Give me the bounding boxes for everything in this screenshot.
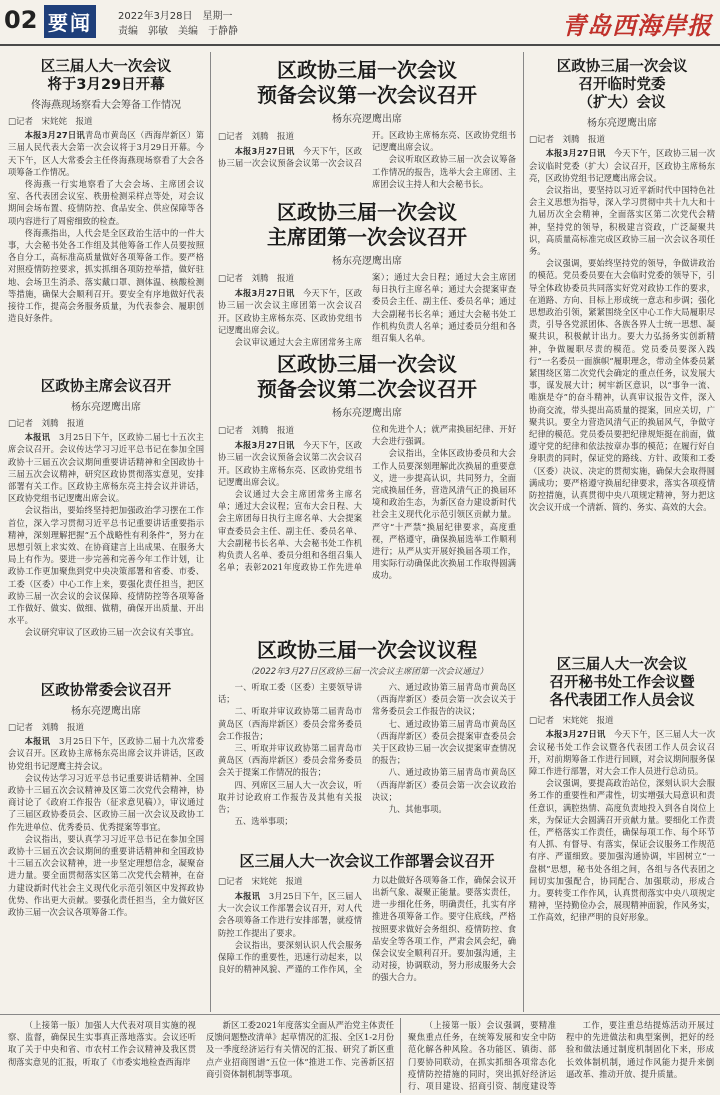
article-title: 区政协三届一次会议议程 (257, 638, 477, 662)
paragraph: 新区工委2021年度落实全面从严治党主体责任反馈问题整改清单》起草情况的汇报、全区1-2月份及一季度经济运行有关情况的汇报、研究了新区重点产业招商图谱“五位一体”推进工作、完善新区招商引资体制机制等事项。 (206, 1020, 394, 1079)
paragraph: 加强人大代表对项目实施的视察、监督，确保民生实事真正落地落实。会议还听取了关于中央和省、市农村工作会议精神及我区贯彻落实意见的汇报，听取了《市委实地检查西海岸 (8, 1020, 196, 1067)
article-byline: □记者 宋姹姹 报道 (529, 716, 614, 727)
article-title: 区政协常委会议召开 (40, 683, 172, 699)
lead: 本报讯 (24, 736, 51, 747)
article-secretariat-meeting (529, 656, 715, 1012)
article-title: 主席团第一次会议召开 (267, 225, 467, 249)
article-npc-opening (8, 58, 204, 373)
article-subtitle: 杨东亮逻鹰出席 (71, 706, 141, 718)
lead: 本报讯 (234, 890, 261, 901)
article-note: （2022年3月27日区政协三届一次会议主席团第一次会议通过） (246, 667, 488, 677)
article-cppcc-chair-meeting (8, 378, 204, 678)
paragraph: 佟海燕指出，人代会是全区政治生活中的一件大事，大会秘书处各工作组及其他筹备工作人员要按照各自分工，高标准高质量做好各项筹备工作。要严格对照疫情防控要求，抓实抓细各项防控举措，做好驻地、会场卫生消杀、落实戴口罩、测体温、核酸检测等措施，确保大会顺利召开。要安全有序地做好代表接待工作，提高会务服务质量，为代表参会、履职创造良好条件。 (8, 227, 204, 324)
agenda-item: 一、听取工委（区委）主要领导讲话； (218, 682, 362, 705)
article-title: 预备会议第一次会议召开 (257, 83, 477, 107)
paragraph: 今天下午，区政协三届一次会议主席团第一次会议召开。区政协主席杨东亮、区政协党组书记逻鹰出席会议。 (218, 288, 362, 335)
lead: 本报讯 (24, 432, 51, 443)
paragraph: 青岛市黄岛区（西海岸新区）第三届人民代表大会第一次会议将于3月29日开幕。今天下午，区人大常委会主任佟海燕现场察看了大会各项筹备工作情况。 (8, 130, 204, 177)
article-title: 各代表团工作人员会议 (549, 693, 695, 710)
lead: 本报3月27日讯 (234, 440, 295, 451)
article-byline: □记者 宋姹姹 报道 (8, 117, 93, 128)
paragraph: 会议指出，要坚持以习近平新时代中国特色社会主义思想为指导，深入学习贯彻中共十九大和十九届历次全会精神，全面落实区第二次党代会精神，坚持党的领导，积极建言资政，广泛凝聚共识，高质量高标准完成区政协三届一次会议各项任务。 (529, 184, 715, 256)
article-byline: □记者 刘腾 报道 (218, 274, 295, 284)
article-title: 区政协三届一次会议 (277, 200, 457, 224)
article-subtitle: 杨东亮逻鹰出席 (332, 256, 402, 267)
lead: 本报3月27日讯 (545, 148, 606, 159)
article-title: 召开临时党委 (578, 77, 666, 94)
article-title: 区三届人大一次会议 (40, 59, 172, 75)
agenda-item: 八、通过政协第三届青岛市黄岛区（西海岸新区）委员会第一次会议政治决议； (372, 767, 516, 802)
paragraph: 今天下午，区政协三届一次会议临时党委（扩大）会议召开，区政协主席杨东亮，区政协党组书记逻鹰出席会议。 (529, 148, 715, 183)
article-byline: □记者 刘腾 报道 (529, 135, 606, 146)
bottom-divider (0, 1014, 720, 1015)
continued-from-label: （上接第一版） (24, 1020, 85, 1030)
article-cppcc-standing-meeting (8, 682, 204, 1012)
article-subtitle: 杨东亮逻鹰出席 (587, 118, 657, 130)
paragraph: 会议指出，要始终坚持把加强政治学习摆在工作首位，深入学习贯彻习近平总书记重要讲话重要指示精神，深刻理解把握“五个战略性有利条件”，努力在思想引领上求实效、在协商建言上出成果、在服务大局上有作为。要进一步完善和完善今年工作计划，让政协工作更加聚焦到党中央决策部署和省委、市委、工委（区委）中心工作上来，要强化责任担当，把区政协三届一次会议的会议保障、疫情防控等各项筹备工作做好、做实、做细、做精，确保开出质量、开出水平。 (8, 505, 204, 626)
article-byline: □记者 刘腾 报道 (8, 419, 85, 430)
lead: 本报3月27日讯 (234, 146, 295, 157)
paragraph: 工作，要注重总结提炼活动开展过程中的先进做法和典型案例，把好的经验和做法通过制度机制固化下来，形成长效体制机制，通过作风能力提升来倒逼改革、推动开放、提升质量。 (566, 1020, 714, 1079)
article-agenda (218, 638, 516, 848)
lead: 本报3月27日讯 (24, 130, 85, 141)
paragraph: 3月25日下午，区政协二届七十五次主席会议召开。会议传达学习习近平总书记在参加全国政协十三届五次会议期间重要讲话精神和全国政协十三届五次会议精神，研究区政协贯彻落实意见，安排部署有关工作。区政协主席杨东亮主持会议并讲话，区政协党组书记逻鹰出席会议。 (8, 432, 204, 504)
column-divider (523, 52, 524, 1012)
agenda-item: 四、列席区三届人大一次会议，听取并讨论政府工作报告及其他有关报告； (218, 779, 362, 815)
article-title: 区政协三届一次会议 (277, 58, 457, 82)
agenda-item: 五、选举事项； (234, 816, 293, 827)
article-byline: □记者 刘腾 报道 (218, 132, 295, 142)
continued-from-label: （上接第一版） (424, 1020, 487, 1030)
paragraph: 3月25日下午，区政协二届十九次常委会议召开。区政协主席杨东亮出席会议并讲话，区政协党组书记逻鹰主持会议。 (8, 736, 204, 771)
article-byline: □记者 宋姹姹 报道 (218, 876, 303, 887)
article-subtitle: 佟海燕现场察看大会筹备工作情况 (31, 100, 181, 112)
article-byline: □记者 刘腾 报道 (218, 426, 295, 436)
agenda-item: 六、通过政协第三届青岛市黄岛区（西海岸新区）委员会第一次会议关于常务委员会工作报告的决议； (372, 682, 516, 717)
article-subtitle: 杨东亮逻鹰出席 (332, 114, 402, 125)
paragraph: 会议传达学习习近平总书记重要讲话精神、全国政协十三届五次会议精神及区第二次党代会精神，协商讨论了《政府工作报告（征求意见稿）》，审议通过了三届区政协委员会、区政协三届一次会议及政协工作先进单位、优秀委员、优秀提案等事宜。 (8, 772, 204, 832)
paragraph: 今天下午，区三届人大一次会议秘书处工作会议暨各代表团工作人员会议召开，对前期筹备工作进行回顾，对会议期间服务保障工作进行部署，对大会工作人员进行总动员。 (529, 729, 715, 776)
article-subtitle: 杨东亮逻鹰出席 (71, 402, 141, 414)
article-title: 预备会议第二次会议召开 (257, 377, 477, 401)
paragraph: 今天下午，区政协三届一次会议预备会议第二次会议召开。区政协主席杨东亮、区政协党组书记逻鹰出席会议。 (218, 440, 362, 487)
agenda-item: 七、通过政协第三届青岛市黄岛区（西海岸新区）委员会提案审查委员会关于区政协三届一次会议提案审查情况的报告； (372, 718, 516, 766)
column-divider (400, 1018, 401, 1093)
page-header (0, 0, 720, 46)
article-preparatory-meeting-1 (218, 58, 516, 196)
column-divider (210, 52, 211, 1012)
article-title: 区政协三届一次会议 (556, 59, 688, 75)
continuation-left (8, 1019, 394, 1093)
article-title: 区政协三届一次会议 (277, 352, 457, 376)
page-number: 02 (4, 6, 38, 34)
article-title: （扩大）会议 (578, 95, 666, 112)
article-title: 区政协主席会议召开 (40, 379, 172, 395)
article-preparatory-meeting-2 (218, 352, 516, 630)
agenda-item: 三、听取并审议政协第二届青岛市黄岛区（西海岸新区）委员会常务委员会关于提案工作情况的报告； (218, 743, 362, 778)
paragraph: 会议强调，要始终坚持党的领导，争做讲政治的模范。党员委员要在大会临时党委的领导下，引导全体政协委员共同落实好党对政协工作的要求，在道路、方向、目标上形成统一意志和步调；强化思想政治引领，紧紧围绕全区中心工作大局履职尽责，引导各党派团体、各族各界人士统一思想、凝聚共识，积极献计出力。要大力弘扬务实创新精神，争做履职尽责的模范。党员委员要深入践行“一名委员一面旗帜”履职理念，带动全体委员紧紧围绕区第二次党代会确定的重点任务，议发展大事，谋发展大计；树牢新区意识，以“事争一流、唯旗是夺”的奋斗精神，认真审议报告文件，深入协商交流，带头提出高质量的提案，回应关切，广聚共识。要全力营造风清气正的换届风气，争做守纪律的模范。党员委员要把纪律规矩挺在前面，做遵守党的纪律和依法按章办事的模范；在履行好自身职责的同时，保证党的路线、方针、政策和工委（区委）决议、决定的贯彻实施，确保大会取得圆满成功；要严格遵守换届纪律要求，落实各项疫情防控措施，认真贯彻中央八项规定精神，努力把这次会议开成一个清新、简约、务实、高效的大会。 (529, 258, 715, 513)
continuation-right (408, 1019, 714, 1093)
lead: 本报3月27日讯 (545, 729, 606, 740)
paragraph: 会议指出，要深刻认识人代会服务保障工作的重要性，迅速行动起来，以良好的精神风貌、严谨的工作作风，全力以赴做好各项筹备工作，确保会议开出新气象、凝聚正能量。要落实责任，进一步细化任务，明确责任，扎实有序推进各项筹备工作。要守住底线，严格按照要求做好会务组织、疫情防控、食品安全等各项工作，严肃会风会纪，确保会议安全顺利召开。要加强沟通，主动对接，协调联动，努力形成服务大会的强大合力。 (218, 874, 516, 983)
agenda-item: 二、听取并审议政协第二届青岛市黄岛区（西海岸新区）委员会常务委员会工作报告； (218, 706, 362, 741)
article-presidium-meeting (218, 200, 516, 348)
editors-line: 责编 郭敏 美编 于静静 (118, 26, 238, 37)
paragraph: 会议听取区政协三届一次会议筹备工作情况的报告，选举大会主席团、主席团会议主持人和大会秘书长。 (372, 154, 516, 189)
paragraph: 会议通过大会主席团常务主席名单；通过大会议程；宣布大会日程、大会主席团每日执行主席名单、大会提案审查委员会主任、副主任、委员名单、大会副秘书长名单、大会秘书处工作机构负责人名单、委员分组和各组召集人名单；表彰2021年度政协工作先进单位和先进个人；就严肃换届纪律、开好大会进行强调。 (218, 424, 516, 573)
article-title: 区三届人大一次会议工作部署会议召开 (239, 852, 495, 870)
paragraph: 会议强调，要提高政治站位，深刻认识大会服务工作的重要性和严肃性，切实增强大局意识和责任意识，满腔热情、高度负责地投入到各自岗位上来，为保证大会圆满召开贡献力量。要细化工作责任，严格落实工作责任，确保每项工作、每个环节有人抓、有督导、有落实，保证会议服务工作规范有序、严谨细致。要加强沟通协调，牢固树立“一盘棋”思想，秘书处各组之间，各组与各代表团之间切实加强配合，协同配合、加强联动，形成合力。要转变工作作风，认真贯彻落实中央八项规定精神，坚持勤俭办会，展现精神面貌，作风务实，工作高效，纪律严明的良好形象。 (529, 778, 715, 923)
date-line: 2022年3月28日 星期一 (118, 11, 233, 22)
article-byline: □记者 刘腾 报道 (8, 723, 85, 734)
article-npc-work-deployment (218, 852, 516, 1012)
paragraph: 会议指出，要认真学习习近平总书记在参加全国政协十三届五次会议期间的重要讲话精神和全国政协十三届五次会议精神，进一步坚定理想信念，凝聚奋进力量。要全面贯彻落实区第二次党代会精神，在奋力建设新时代社会主义现代化示范引领区中发挥政协优势、作出更大贡献。要强化责任担当，全力做好区政协三届一次会议各项筹备工作。 (8, 833, 204, 917)
paragraph: 会议研究审议了区政协三届一次会议有关事宜。 (24, 627, 199, 638)
paragraph: 会议强调，要精准聚焦重点任务，在统筹发展和安全中防范化解各种风险。各功能区、镇街、部门要协同联动，在抓实抓细各项常态化疫情防控措施的同时，突出抓好经济运行、项目建设、招商引资、制度建设等 (408, 1020, 556, 1092)
article-title: 区三届人大一次会议 (556, 657, 688, 673)
paragraph: 今天下午，区政协三届一次会议预备会议第一次会议召开。区政协主席杨东亮、区政协党组书记逻鹰出席会议。 (218, 130, 516, 169)
lead: 本报3月27日讯 (234, 288, 295, 299)
section-label: 要闻 (44, 5, 96, 38)
masthead-logo: 青岛西海岸报 (562, 11, 712, 40)
paragraph: 佟海燕一行实地察看了大会会场、主席团会议室、各代表团会议室、秩册检测采样点等处，对会议期间会场布置、疫情防控、食品安全、供应保障等各项内容进行了周密细致的检查。 (8, 179, 204, 226)
agenda-item: 九、其他事项。 (388, 804, 447, 815)
paragraph: 会议审议通过大会主席团常务主席 案）；通过大会日程；通过大会主席团每日执行主席名单；通过大会提案审查委员会主任、副主任、委员名单；通过大会副秘书长名单；通过大会秘书处工作机构负责人名单；通过委员分组和各组召集人名单。 (234, 272, 516, 348)
paragraph: 3月25日下午，区三届人大一次会议工作部署会议召开，对人代会各项筹备工作进行安排部署，就疫情防控工作提出了要求。 (218, 890, 362, 938)
paragraph: 会议指出，全体区政协委员和大会工作人员要深刻理解此次换届的重要意义，进一步提高认识，共同努力，全面完成换届任务，营造风清气正的换届环境和政治生态，为新区奋力建设新时代社会主义现代化示范引领区贡献力量。严守“十严禁”换届纪律要求，高度重视，严格遵守，确保换届选举工作顺利进行；从严从实开展好换届各项工作，用实际行动确保此次换届工作取得圆满成功。 (372, 448, 516, 581)
article-subtitle: 杨东亮逻鹰出席 (332, 408, 402, 419)
article-title: 将于3月29日开幕 (47, 77, 165, 94)
article-title: 召开秘书处工作会议暨 (549, 675, 695, 692)
article-temporary-party-committee (529, 58, 715, 648)
